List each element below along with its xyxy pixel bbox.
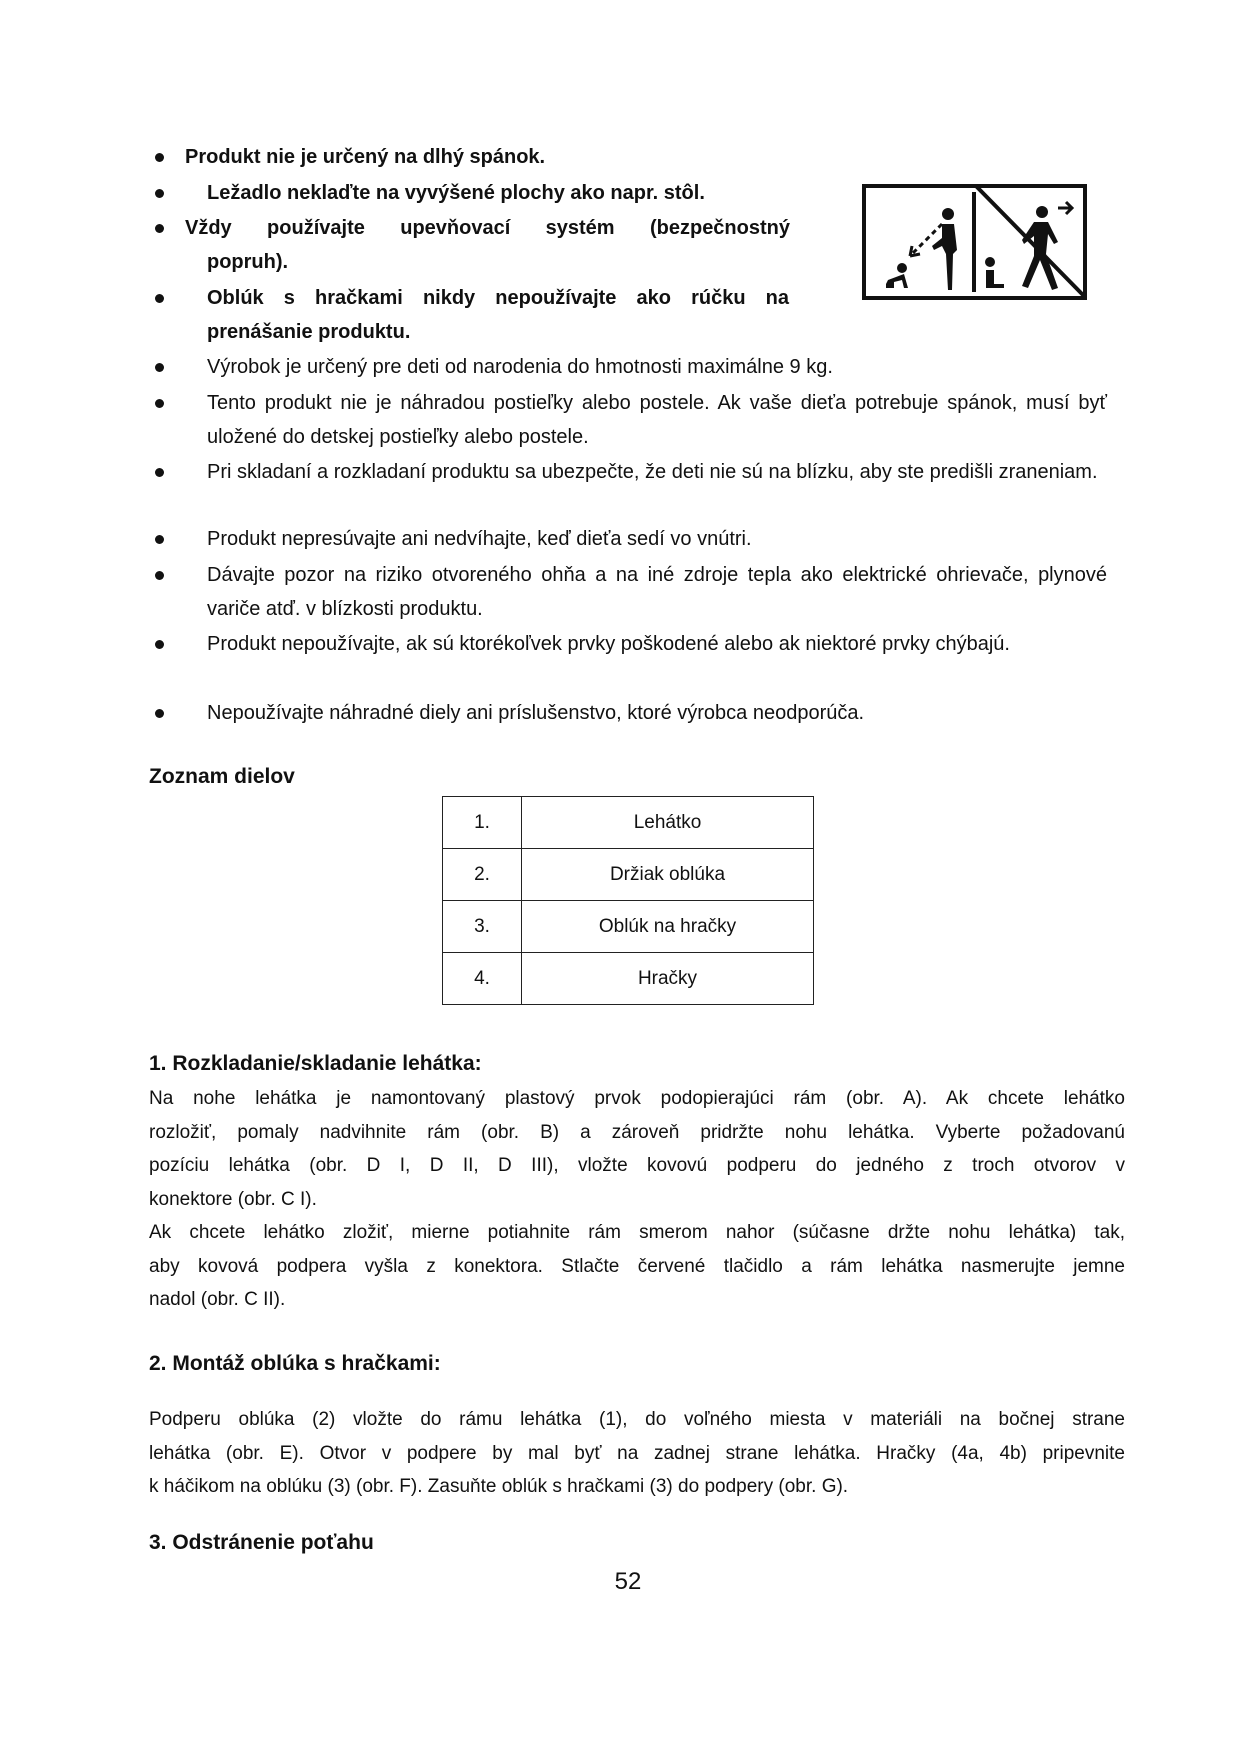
bullet-icon bbox=[155, 571, 164, 580]
bullet-icon bbox=[155, 468, 164, 477]
bullet-icon bbox=[155, 153, 164, 162]
section2-text: Podperu oblúka (2) vložte do rámu lehátka (1), do voľného miesta v materiáli na bočnej strane lehátka (obr. E). Otvor v podpere by mal byť na zadnej strane lehátka. Hračky (4a, 4b) pripevnite k háčikom na oblúku (3) (obr. F). Zasuňte oblúk s hračkami (3) do podpery (obr. G). bbox=[149, 1409, 1125, 1497]
section3-heading: 3. Odstránenie poťahu bbox=[149, 1531, 374, 1554]
bullet-icon bbox=[155, 709, 164, 718]
table-row: 3. Oblúk na hračky bbox=[443, 901, 814, 953]
table-row: 4. Hračky bbox=[443, 953, 814, 1005]
section1-heading: 1. Rozkladanie/skladanie lehátka: bbox=[149, 1052, 482, 1075]
bullet-icon bbox=[155, 294, 164, 303]
parts-table bbox=[442, 796, 814, 1005]
page-number: 52 bbox=[614, 1568, 642, 1595]
table-row: 2. Držiak oblúka bbox=[443, 849, 814, 901]
do-not-leave-child-unattended-icon bbox=[862, 184, 1087, 300]
parts-heading: Zoznam dielov bbox=[149, 765, 295, 788]
table-row: 1. Lehátko bbox=[443, 797, 814, 849]
bullet-icon bbox=[155, 535, 164, 544]
bullet-icon bbox=[155, 189, 164, 198]
bullet-icon bbox=[155, 363, 164, 372]
section1-text: Na nohe lehátka je namontovaný plastový prvok podopierajúci rám (obr. A). Ak chcete lehátko rozložiť, pomaly nadvihnite rám (obr. B) a zároveň pridržte nohu lehátka. Vyberte požadovanú pozíciu lehátka (obr. D I, D II, D III), vložte kovovú podperu do jedného z troch otvorov v konektore (obr. C I). Ak chcete lehátko zložiť, mierne potiahnite rám smerom nahor (súčasne držte nohu lehátka) tak, aby kovová podpera vyšla z konektora. Stlačte červené tlačidlo a rám lehátka nasmerujte jemne nadol (obr. C II). bbox=[149, 1088, 1125, 1310]
bullet-icon bbox=[155, 399, 164, 408]
bullet-icon bbox=[155, 640, 164, 649]
section2-heading: 2. Montáž oblúka s hračkami: bbox=[149, 1352, 441, 1375]
bullet-icon bbox=[155, 224, 164, 233]
